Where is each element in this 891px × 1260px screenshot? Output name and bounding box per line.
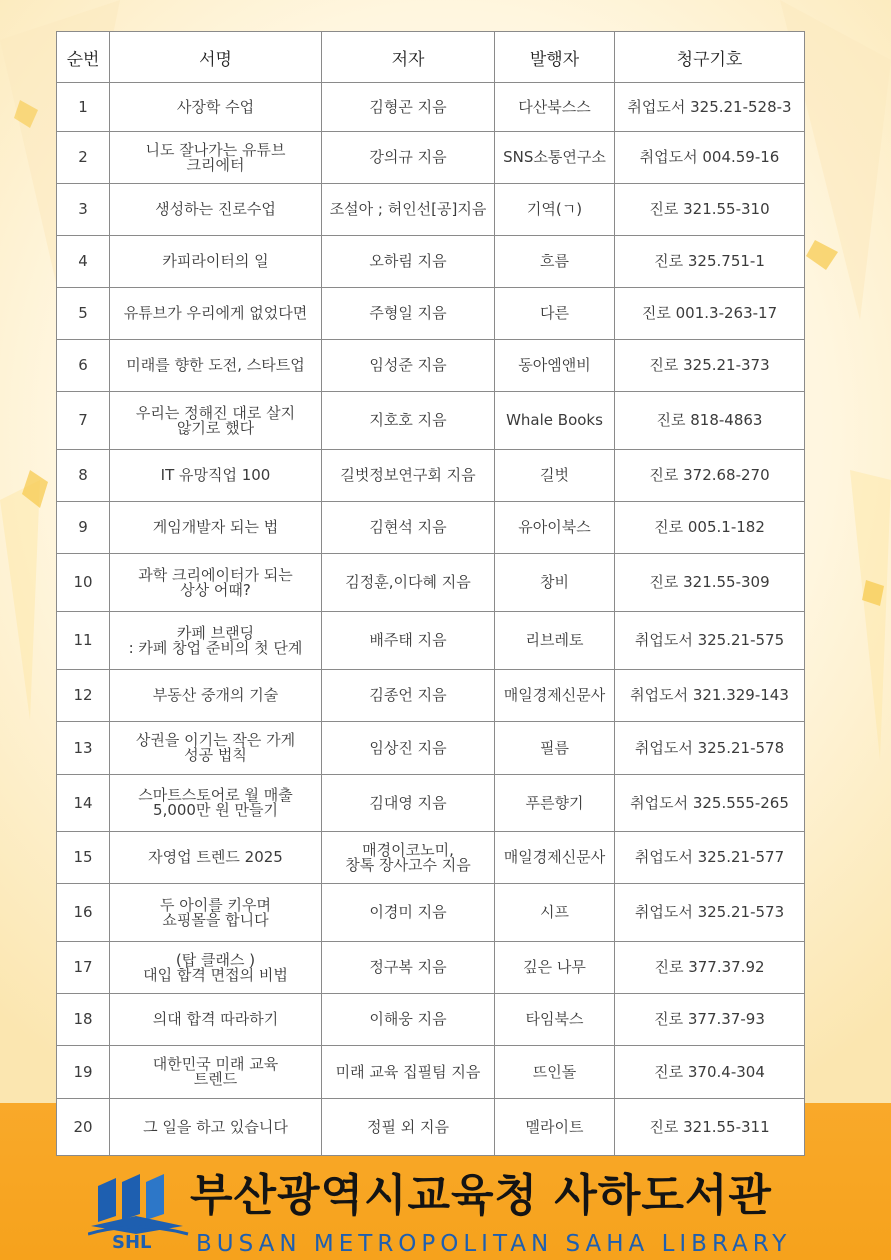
- cell-title: [110, 1099, 322, 1156]
- cell-publisher: SNS소통연구소: [495, 132, 615, 184]
- author-line: 지호호 지음: [369, 411, 447, 429]
- cell-publisher: 리브레토: [495, 612, 615, 670]
- table-row: [57, 450, 805, 502]
- title-line: 카피라이터의 일: [162, 252, 269, 270]
- cell-author: [322, 288, 495, 340]
- cell-title: [110, 392, 322, 450]
- table-row: [57, 832, 805, 884]
- cell-number: 5: [57, 288, 110, 340]
- cell-title: [110, 994, 322, 1046]
- author-line: 조설아 ; 허인선[공]지음: [329, 200, 487, 218]
- cell-title: [110, 1046, 322, 1099]
- cell-title: [110, 132, 322, 184]
- cell-call-number: 취업도서 325.555-265: [615, 775, 805, 832]
- table-row: [57, 1046, 805, 1099]
- title-line: 대입 합격 면접의 비법: [143, 965, 288, 984]
- confetti-1: [806, 240, 838, 270]
- cell-number: 9: [57, 502, 110, 554]
- cell-call-number: 진로 321.55-311: [615, 1099, 805, 1156]
- author-line: 정구복 지음: [369, 958, 447, 976]
- title-line: : 카페 창업 준비의 첫 단계: [128, 638, 303, 657]
- title-line: 상상 어때?: [180, 580, 251, 599]
- table-row: [57, 502, 805, 554]
- cell-title: [110, 670, 322, 722]
- cell-publisher: 멜라이트: [495, 1099, 615, 1156]
- cell-author: [322, 392, 495, 450]
- title-line: 미래를 향한 도전, 스타트업: [126, 356, 305, 374]
- table-row: [57, 392, 805, 450]
- author-line: 김대영 지음: [369, 793, 447, 812]
- title-line: 니도 잘나가는 유튜브: [145, 140, 286, 159]
- cell-publisher: 창비: [495, 554, 615, 612]
- cell-author: [322, 775, 495, 832]
- table-row: [57, 288, 805, 340]
- author-line: 임상진 지음: [369, 738, 447, 757]
- cell-author: [322, 236, 495, 288]
- cell-title: [110, 942, 322, 994]
- cell-call-number: 진로 325.21-373: [615, 340, 805, 392]
- cell-title: [110, 184, 322, 236]
- author-line: 이경미 지음: [369, 903, 447, 921]
- author-line: 정필 외 지음: [367, 1117, 449, 1136]
- table-row: [57, 132, 805, 184]
- title-line: 자영업 트렌드 2025: [148, 848, 283, 866]
- cell-number: 13: [57, 722, 110, 775]
- cell-publisher: 푸른향기: [495, 775, 615, 832]
- title-line: 크리에터: [186, 155, 245, 174]
- cell-number: 8: [57, 450, 110, 502]
- cell-call-number: 진로 372.68-270: [615, 450, 805, 502]
- author-line: 길벗정보연구회 지음: [340, 466, 476, 484]
- cell-author: [322, 832, 495, 884]
- cell-publisher: 뜨인돌: [495, 1046, 615, 1099]
- cell-call-number: 진로 321.55-309: [615, 554, 805, 612]
- logo-book-2: [122, 1174, 140, 1220]
- author-line: 강의규 지음: [369, 148, 447, 166]
- cell-title: [110, 775, 322, 832]
- header-publisher: 발행자: [495, 32, 615, 83]
- cell-author: [322, 184, 495, 236]
- table-row: [57, 340, 805, 392]
- cell-author: [322, 502, 495, 554]
- table-row: [57, 775, 805, 832]
- title-line: 성공 법칙: [184, 746, 247, 764]
- title-line: 카페 브랜딩: [176, 623, 255, 642]
- author-line: 매경이코노미,: [362, 840, 454, 859]
- author-line: 임성준 지음: [369, 356, 447, 374]
- cell-number: 10: [57, 554, 110, 612]
- title-line: 대한민국 미래 교육: [152, 1055, 279, 1073]
- cell-number: 17: [57, 942, 110, 994]
- cell-title: [110, 340, 322, 392]
- table-row: [57, 670, 805, 722]
- cell-call-number: 진로 377.37-93: [615, 994, 805, 1046]
- header-call-number: 청구기호: [615, 32, 805, 83]
- cell-call-number: 취업도서 004.59-16: [615, 132, 805, 184]
- cell-number: 20: [57, 1099, 110, 1156]
- cell-number: 1: [57, 83, 110, 132]
- cell-call-number: 취업도서 325.21-575: [615, 612, 805, 670]
- cell-call-number: 취업도서 325.21-573: [615, 884, 805, 942]
- title-line: 부동산 중개의 기술: [152, 686, 279, 704]
- cell-call-number: 진로 818-4863: [615, 392, 805, 450]
- title-line: 상권을 이기는 작은 가게: [135, 731, 296, 749]
- table-row: [57, 942, 805, 994]
- cell-call-number: 취업도서 321.329-143: [615, 670, 805, 722]
- table-row: [57, 236, 805, 288]
- cell-title: [110, 884, 322, 942]
- logo-book-3: [146, 1174, 164, 1220]
- cell-call-number: 진로 325.751-1: [615, 236, 805, 288]
- cell-publisher: 타임북스: [495, 994, 615, 1046]
- book-list-table: [56, 31, 805, 1156]
- cell-number: 6: [57, 340, 110, 392]
- title-line: 우리는 정해진 대로 살지: [135, 403, 296, 422]
- table-row: [57, 722, 805, 775]
- title-line: 그 일을 하고 있습니다: [143, 1117, 288, 1136]
- cell-author: [322, 612, 495, 670]
- cell-publisher: 동아엠앤비: [495, 340, 615, 392]
- title-line: 두 아이를 키우며: [160, 895, 271, 914]
- title-line: 5,000만 원 만들기: [153, 801, 278, 819]
- cell-publisher: 다산북스스: [495, 83, 615, 132]
- cell-number: 11: [57, 612, 110, 670]
- library-name-korean: 부산광역시교육청 사하도서관: [190, 1170, 772, 1221]
- title-line: 게임개발자 되는 법: [152, 518, 279, 536]
- library-name-english: BUSAN METROPOLITAN SAHA LIBRARY: [196, 1231, 792, 1257]
- cell-call-number: 진로 321.55-310: [615, 184, 805, 236]
- cell-author: [322, 722, 495, 775]
- table-body: [57, 83, 805, 1156]
- cell-author: [322, 670, 495, 722]
- cell-call-number: 취업도서 325.21-577: [615, 832, 805, 884]
- cell-title: [110, 832, 322, 884]
- title-line: 사장학 수업: [176, 97, 255, 116]
- cell-number: 3: [57, 184, 110, 236]
- cell-author: [322, 450, 495, 502]
- header-number: 순번: [57, 32, 110, 83]
- cell-call-number: 진로 370.4-304: [615, 1046, 805, 1099]
- cell-number: 2: [57, 132, 110, 184]
- table-row: [57, 554, 805, 612]
- cell-number: 15: [57, 832, 110, 884]
- cell-number: 16: [57, 884, 110, 942]
- ray-left-low: [0, 480, 40, 720]
- table-row: [57, 994, 805, 1046]
- cell-title: [110, 236, 322, 288]
- cell-number: 18: [57, 994, 110, 1046]
- cell-publisher: 유아이북스: [495, 502, 615, 554]
- cell-title: [110, 722, 322, 775]
- title-line: (탑 클래스 ): [175, 950, 256, 969]
- cell-author: [322, 1046, 495, 1099]
- author-line: 창톡 장사고수 지음: [345, 855, 471, 874]
- cell-author: [322, 340, 495, 392]
- cell-author: [322, 942, 495, 994]
- cell-author: [322, 884, 495, 942]
- cell-title: [110, 554, 322, 612]
- header-title: 서명: [110, 32, 322, 83]
- cell-author: [322, 994, 495, 1046]
- title-line: 유튜브가 우리에게 없었다면: [123, 304, 308, 322]
- title-line: 트렌드: [193, 1070, 238, 1088]
- cell-number: 7: [57, 392, 110, 450]
- cell-number: 12: [57, 670, 110, 722]
- table-row: [57, 83, 805, 132]
- author-line: 김현석 지음: [369, 518, 447, 536]
- cell-title: [110, 502, 322, 554]
- cell-number: 4: [57, 236, 110, 288]
- cell-publisher: 다른: [495, 288, 615, 340]
- cell-call-number: 진로 377.37.92: [615, 942, 805, 994]
- table-row: [57, 184, 805, 236]
- author-line: 김종언 지음: [369, 686, 447, 704]
- cell-call-number: 진로 005.1-182: [615, 502, 805, 554]
- cell-publisher: 깊은 나무: [495, 942, 615, 994]
- cell-publisher: 필름: [495, 722, 615, 775]
- logo-abbreviation: SHL: [112, 1232, 152, 1253]
- author-line: 오하림 지음: [369, 252, 447, 270]
- table-header-row: [57, 32, 805, 83]
- table-row: [57, 612, 805, 670]
- author-line: 이해웅 지음: [369, 1010, 447, 1028]
- cell-call-number: 취업도서 325.21-578: [615, 722, 805, 775]
- table-row: [57, 1099, 805, 1156]
- author-line: 미래 교육 집필팀 지음: [335, 1062, 481, 1081]
- cell-publisher: 시프: [495, 884, 615, 942]
- logo-book-1: [98, 1178, 116, 1222]
- title-line: 않기로 했다: [176, 418, 255, 437]
- cell-title: [110, 450, 322, 502]
- cell-title: [110, 288, 322, 340]
- title-line: 의대 합격 따라하기: [152, 1010, 279, 1028]
- author-line: 김형곤 지음: [369, 97, 447, 116]
- title-line: 과학 크리에이터가 되는: [138, 565, 293, 584]
- cell-publisher: 길벗: [495, 450, 615, 502]
- title-line: 스마트스토어로 월 매출: [138, 786, 293, 804]
- author-line: 주형일 지음: [369, 304, 447, 322]
- cell-publisher: 기역(ㄱ): [495, 184, 615, 236]
- cell-publisher: 매일경제신문사: [495, 832, 615, 884]
- title-line: 쇼핑몰을 합니다: [162, 910, 269, 929]
- table-row: [57, 884, 805, 942]
- cell-author: [322, 554, 495, 612]
- cell-title: [110, 612, 322, 670]
- cell-author: [322, 132, 495, 184]
- ray-right-low: [850, 470, 891, 760]
- cell-publisher: 매일경제신문사: [495, 670, 615, 722]
- cell-publisher: 흐름: [495, 236, 615, 288]
- cell-title: [110, 83, 322, 132]
- cell-publisher: Whale Books: [495, 392, 615, 450]
- cell-author: [322, 1099, 495, 1156]
- cell-author: [322, 83, 495, 132]
- header-author: 저자: [322, 32, 495, 83]
- cell-number: 19: [57, 1046, 110, 1099]
- cell-call-number: 취업도서 325.21-528-3: [615, 83, 805, 132]
- title-line: 생성하는 진로수업: [155, 200, 276, 218]
- title-line: IT 유망직업 100: [160, 466, 271, 484]
- cell-number: 14: [57, 775, 110, 832]
- cell-call-number: 진로 001.3-263-17: [615, 288, 805, 340]
- author-line: 배주태 지음: [369, 631, 447, 649]
- author-line: 김정훈,이다혜 지음: [345, 573, 471, 591]
